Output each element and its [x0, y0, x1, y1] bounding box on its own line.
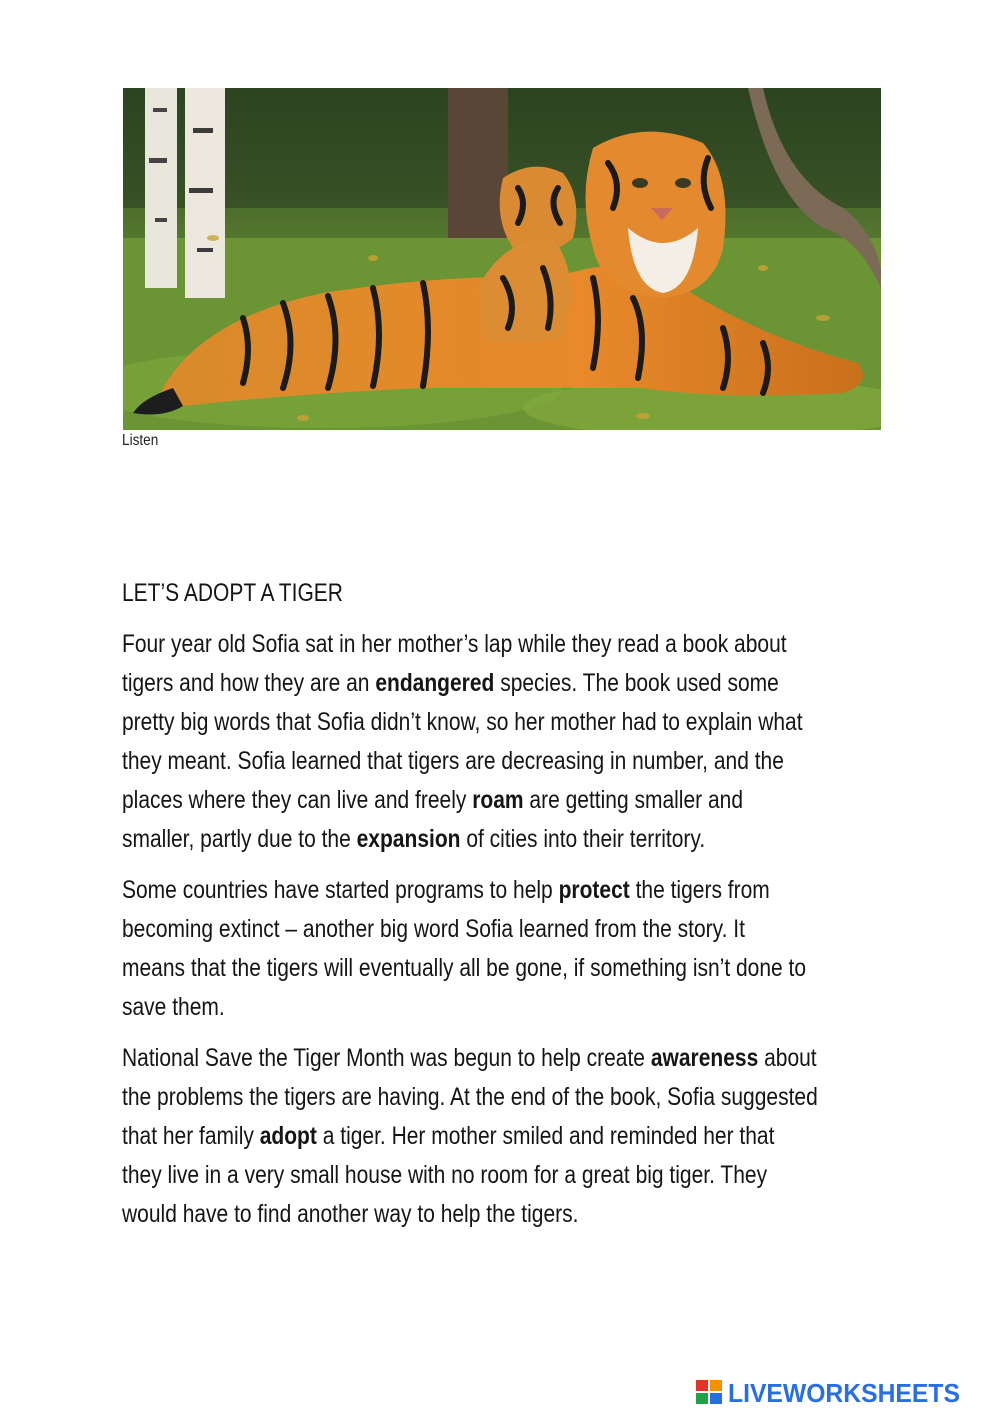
text-segment: smaller, partly due to the: [122, 825, 357, 853]
tiger-photo: [123, 88, 881, 430]
keyword: awareness: [650, 1044, 759, 1072]
paragraph-line: [122, 781, 878, 820]
text-segment: a tiger. Her mother smiled and reminded her that: [316, 1122, 775, 1150]
paragraph-line: [122, 1156, 878, 1195]
keyword: roam: [472, 786, 524, 814]
text-segment: save them.: [122, 993, 225, 1021]
text-segment: they live in a very small house with no room for a great big tiger. They: [122, 1161, 768, 1189]
keyword: expansion: [356, 825, 461, 853]
text-segment: becoming extinct – another big word Sofia learned from the story. It: [122, 915, 745, 943]
paragraph-line: [122, 949, 878, 988]
paragraph-line: [122, 871, 878, 910]
paragraph-line: [122, 1195, 878, 1234]
article-paragraph: [122, 625, 878, 859]
paragraph-line: [122, 625, 878, 664]
article-paragraph: [122, 1039, 878, 1234]
paragraph-line: [122, 703, 878, 742]
paragraph-line: [122, 1078, 878, 1117]
keyword: adopt: [259, 1122, 317, 1150]
text-segment: of cities into their territory.: [460, 825, 706, 853]
text-segment: that her family: [122, 1122, 260, 1150]
text-segment: Some countries have started programs to help: [122, 876, 559, 904]
text-segment: are getting smaller and: [523, 786, 744, 814]
logo-wordmark: LIVEWORKSHEETS: [728, 1377, 960, 1408]
article-paragraph: [122, 871, 878, 1027]
article: [122, 574, 878, 1246]
text-segment: species. The book used some: [494, 669, 779, 697]
text-segment: the problems the tigers are having. At the end of the book, Sofia suggested: [122, 1083, 818, 1111]
logo-tiles-icon: [696, 1380, 724, 1406]
text-segment: National Save the Tiger Month was begun to help create: [122, 1044, 651, 1072]
paragraph-line: [122, 664, 878, 703]
paragraph-line: [122, 1117, 878, 1156]
text-segment: about: [758, 1044, 817, 1072]
article-title: LET’S ADOPT A TIGER: [122, 579, 343, 607]
paragraph-line: [122, 988, 878, 1027]
keyword: endangered: [375, 669, 495, 697]
article-body: [122, 625, 878, 1234]
keyword: protect: [558, 876, 630, 904]
text-segment: places where they can live and freely: [122, 786, 473, 814]
text-segment: tigers and how they are an: [122, 669, 376, 697]
paragraph-line: [122, 910, 878, 949]
paragraph-line: [122, 1039, 878, 1078]
text-segment: they meant. Sofia learned that tigers are decreasing in number, and the: [122, 747, 784, 775]
text-segment: would have to find another way to help the tigers.: [122, 1200, 579, 1228]
text-segment: Four year old Sofia sat in her mother’s lap while they read a book about: [122, 630, 787, 658]
text-segment: means that the tigers will eventually all be gone, if something isn’t done to: [122, 954, 807, 982]
text-segment: the tigers from: [629, 876, 770, 904]
listen-audio-link[interactable]: Listen: [122, 432, 159, 449]
liveworksheets-logo: [696, 1378, 972, 1408]
text-segment: pretty big words that Sofia didn’t know, so her mother had to explain what: [122, 708, 803, 736]
paragraph-line: [122, 820, 878, 859]
paragraph-line: [122, 742, 878, 781]
